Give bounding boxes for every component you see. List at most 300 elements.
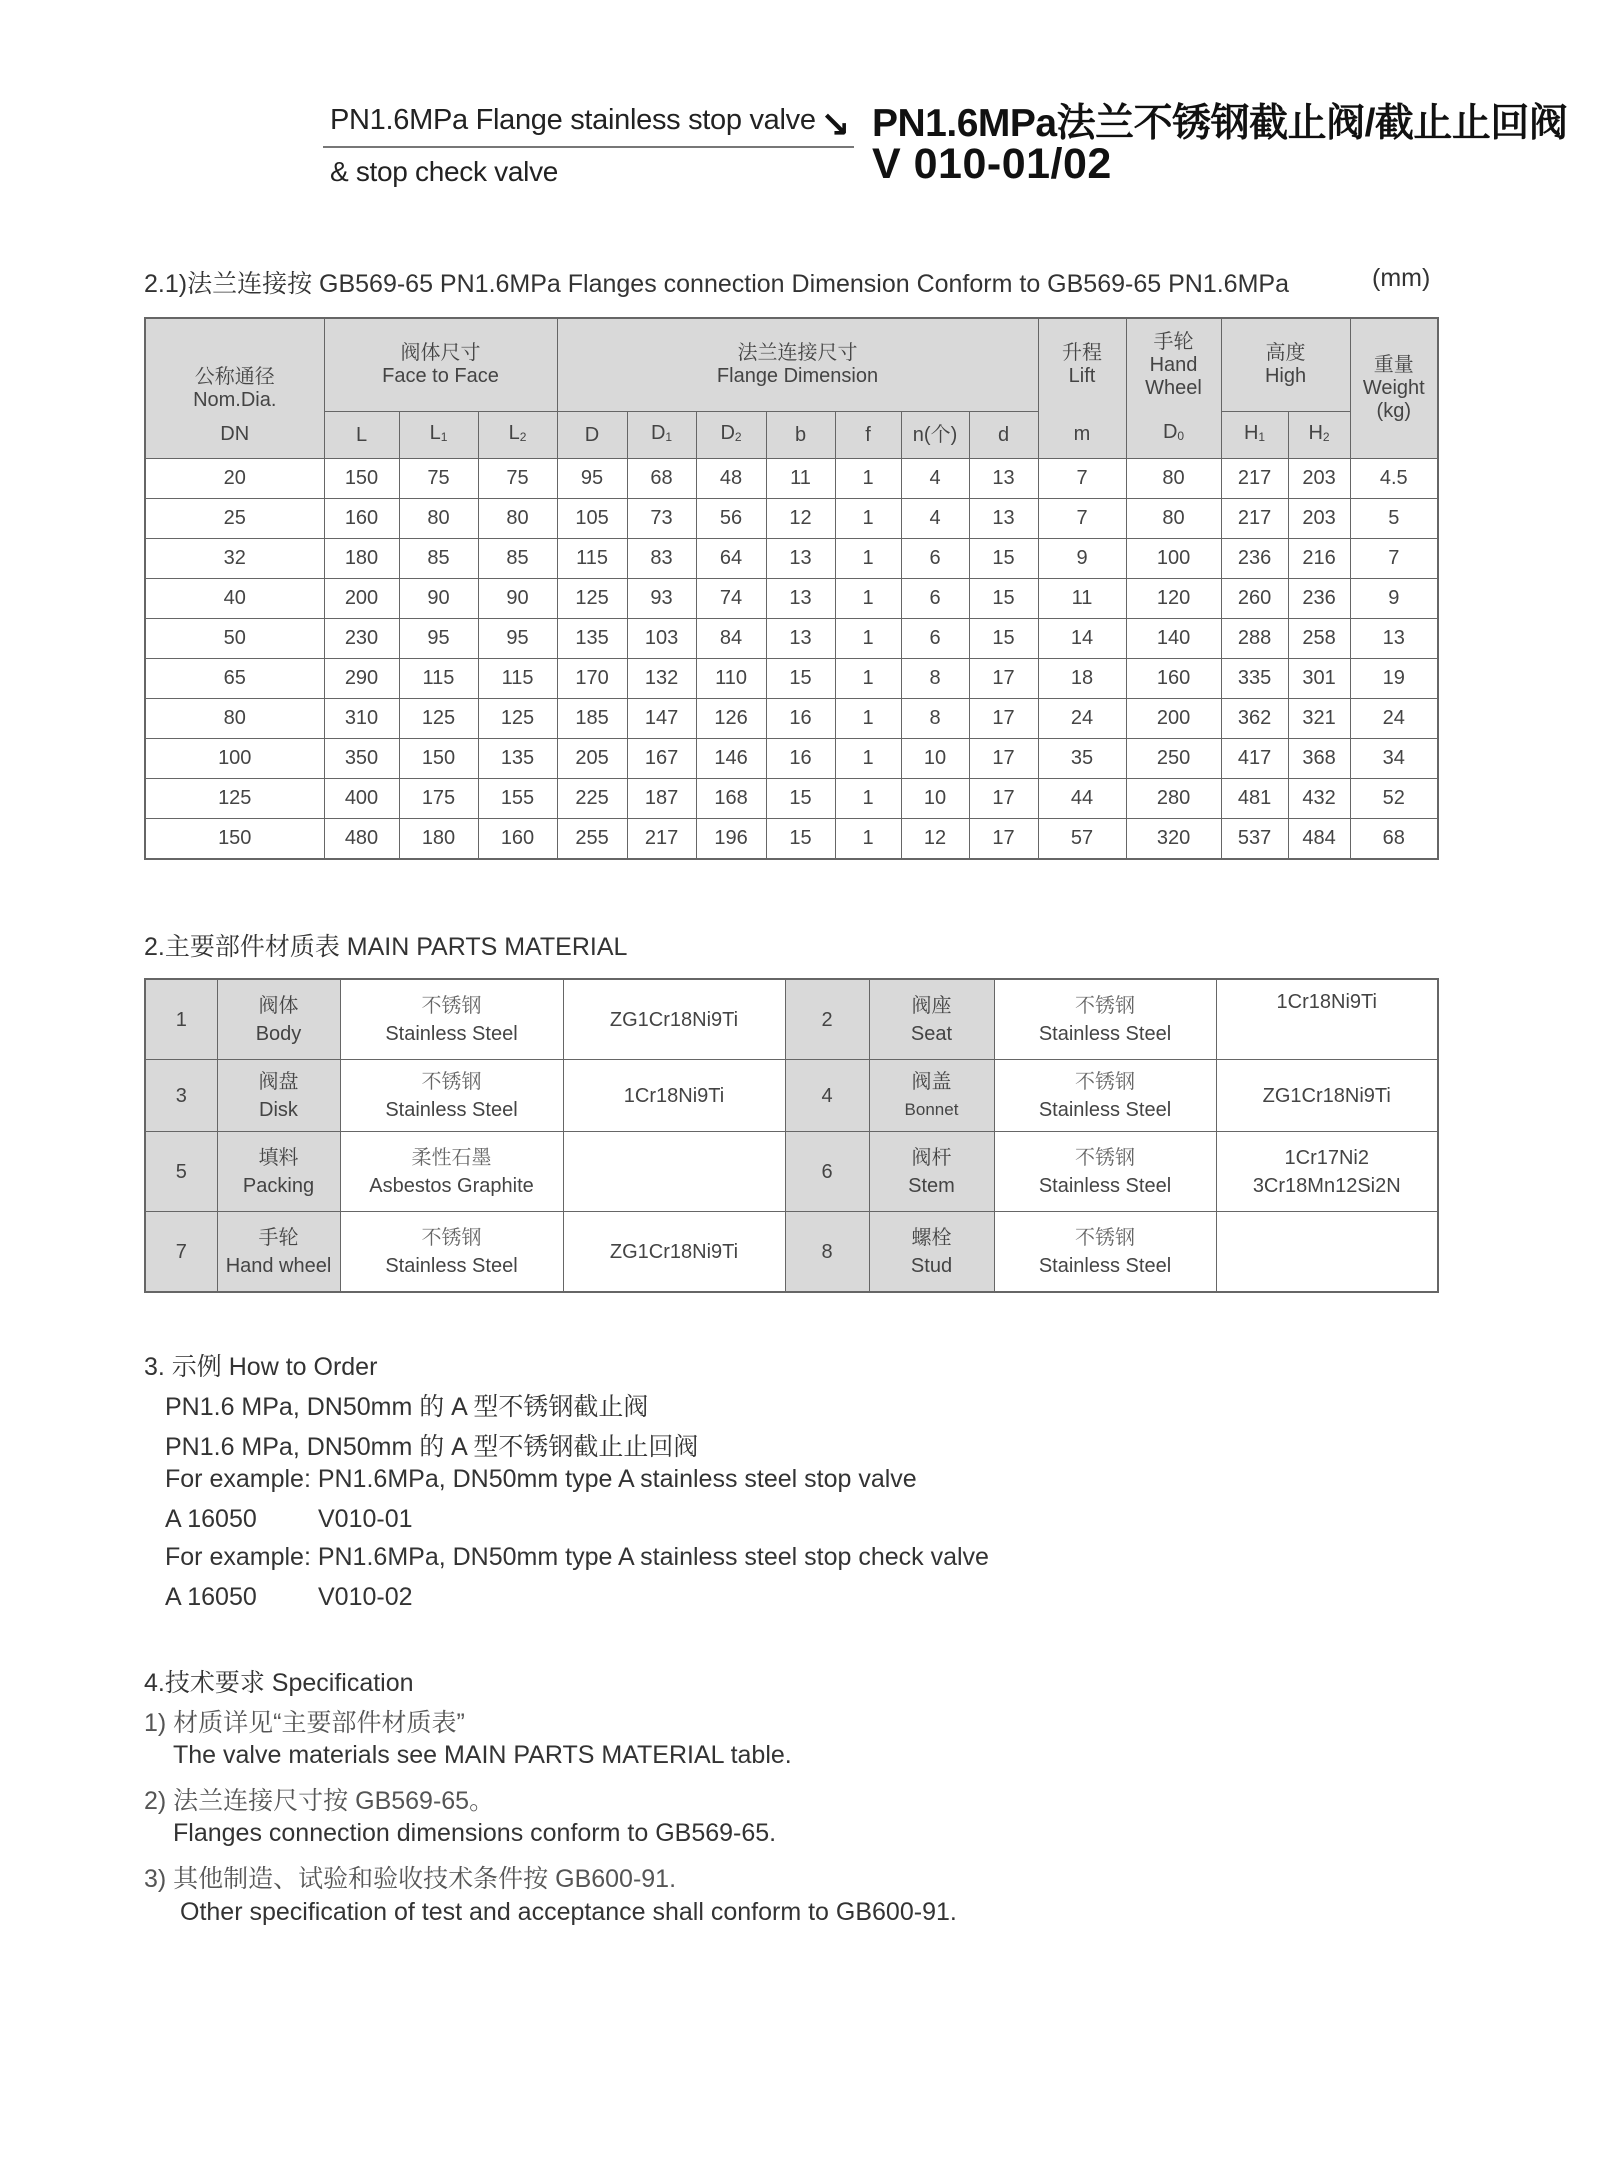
header-high [1221,318,1350,412]
cell-l: 400 [324,779,399,819]
col-b: b [766,412,835,459]
cell-d1: 132 [627,659,696,699]
spec-item-2-cn: 2) 法兰连接尺寸按 GB569-65。 [144,1787,495,1815]
material-grade [1216,1212,1438,1293]
material-name-en: Stainless Steel [385,1098,518,1121]
cell-m: 35 [1038,739,1126,779]
cell-h2: 203 [1288,459,1350,499]
cell-weight: 52 [1350,779,1438,819]
cell-h2: 216 [1288,539,1350,579]
cell-d1: 73 [627,499,696,539]
part-name-cn: 阀盖 [911,1070,952,1093]
cell-d1: 217 [627,819,696,860]
cell-d1: 68 [627,459,696,499]
header-nom-dia-cn: 公称通径 [194,365,275,388]
part-name [217,979,340,1060]
cell-m: 9 [1038,539,1126,579]
cell-d0: 160 [1126,659,1221,699]
material-grade-text: ZG1Cr18Ni9Ti [609,1240,739,1263]
cell-n: 10 [901,779,969,819]
cell-m: 14 [1038,619,1126,659]
cell-l1: 90 [399,579,478,619]
cell-d-bolt: 13 [969,459,1038,499]
cell-d0: 250 [1126,739,1221,779]
part-number: 3 [145,1060,217,1132]
cell-d2: 48 [696,459,766,499]
cell-d2: 84 [696,619,766,659]
part-number: 5 [145,1132,217,1212]
cell-h1: 362 [1221,699,1288,739]
part-name-cn: 阀座 [911,994,952,1017]
cell-d1: 167 [627,739,696,779]
header-face-en: Face to Face [382,365,499,387]
cell-m: 44 [1038,779,1126,819]
cell-n: 8 [901,659,969,699]
cell-f: 1 [835,459,901,499]
cell-d-outer: 135 [557,619,627,659]
order-model-1: A 16050 [165,1505,257,1533]
cell-m: 18 [1038,659,1126,699]
cell-d0: 200 [1126,699,1221,739]
part-number: 7 [145,1212,217,1293]
part-name-en: Seat [910,1022,953,1045]
table-row [145,579,1438,619]
cell-l1: 85 [399,539,478,579]
material-row [145,1060,1438,1132]
cell-f: 1 [835,539,901,579]
cell-n: 8 [901,699,969,739]
cell-h2: 301 [1288,659,1350,699]
part-number: 4 [785,1060,869,1132]
col-m: m [1038,412,1126,459]
cell-n: 10 [901,739,969,779]
material-row [145,979,1438,1060]
header-lift-en: Lift [1068,365,1096,388]
cell-b: 15 [766,819,835,860]
cell-dn: 20 [145,459,324,499]
col-l1 [399,412,478,459]
cell-d-outer: 170 [557,659,627,699]
cell-d-bolt: 17 [969,819,1038,860]
header-face-cn: 阀体尺寸 [400,342,481,364]
col-h2-sub: 2 [1322,429,1330,444]
cell-d-bolt: 17 [969,659,1038,699]
header-wheel-en2: Wheel [1145,376,1202,399]
col-d0 [1126,412,1221,459]
cell-d-bolt: 17 [969,699,1038,739]
cell-h2: 321 [1288,699,1350,739]
cell-d0: 80 [1126,459,1221,499]
col-l2-base: L [508,421,520,444]
spec-item-2-en: Flanges connection dimensions conform to GB569-65. [173,1819,777,1847]
material-row [145,1132,1438,1212]
part-name [217,1132,340,1212]
model-code: V 010-01/02 [872,140,1112,188]
cell-d1: 93 [627,579,696,619]
order-model-2: A 16050 [165,1583,257,1611]
cell-weight: 34 [1350,739,1438,779]
cell-h1: 288 [1221,619,1288,659]
cell-b: 15 [766,779,835,819]
cell-b: 15 [766,659,835,699]
cell-h1: 335 [1221,659,1288,699]
cell-f: 1 [835,739,901,779]
cell-weight: 5 [1350,499,1438,539]
col-d-outer: D [557,412,627,459]
material-name-en: Stainless Steel [385,1254,518,1277]
material-grade [563,1060,785,1132]
subtitle-en-line1: PN1.6MPa Flange stainless stop valve [330,104,816,136]
cell-b: 16 [766,739,835,779]
cell-dn: 150 [145,819,324,860]
material-grade [1216,1132,1438,1212]
cell-d0: 280 [1126,779,1221,819]
material-name-cn: 不锈钢 [1075,1226,1135,1249]
material-name [340,1132,563,1212]
materials-heading: 2.主要部件材质表 MAIN PARTS MATERIAL [144,933,628,961]
spec-item-3-en: Other specification of test and acceptance shall conform to GB600-91. [180,1898,957,1926]
part-number: 6 [785,1132,869,1212]
material-name [340,1212,563,1293]
cell-l1: 95 [399,619,478,659]
cell-d-bolt: 17 [969,739,1038,779]
material-row [145,1212,1438,1293]
material-grade-text-2: 3Cr18Mn12Si2N [1252,1174,1401,1197]
cell-weight: 7 [1350,539,1438,579]
table-row [145,779,1438,819]
cell-l1: 175 [399,779,478,819]
spec-item-1-cn: 1) 材质详见“主要部件材质表” [144,1709,465,1737]
material-name-cn: 不锈钢 [1075,994,1135,1017]
cell-d1: 83 [627,539,696,579]
cell-m: 7 [1038,459,1126,499]
spec-item-3-cn: 3) 其他制造、试验和验收技术条件按 GB600-91. [144,1865,677,1893]
material-name-en: Asbestos Graphite [369,1174,534,1197]
spec-heading: 4.技术要求 Specification [144,1669,414,1697]
part-name-en: Body [255,1022,302,1045]
part-name [869,979,994,1060]
cell-d-bolt: 15 [969,619,1038,659]
cell-f: 1 [835,659,901,699]
cell-h1: 236 [1221,539,1288,579]
header-hand-wheel [1126,318,1221,412]
cell-d2: 56 [696,499,766,539]
part-number: 2 [785,979,869,1060]
table-row [145,659,1438,699]
part-name-en: Disk [259,1098,298,1121]
cell-d2: 146 [696,739,766,779]
cell-weight: 9 [1350,579,1438,619]
cell-l2: 160 [478,819,557,860]
cell-d0: 80 [1126,499,1221,539]
cell-d0: 100 [1126,539,1221,579]
header-lift-cn: 升程 [1062,342,1103,365]
cell-h2: 484 [1288,819,1350,860]
header-flange-cn: 法兰连接尺寸 [737,342,858,364]
cell-f: 1 [835,619,901,659]
header-nom-dia [145,318,324,412]
order-line-en-1: For example: PN1.6MPa, DN50mm type A stainless steel stop valve [165,1465,917,1493]
material-grade-text: ZG1Cr18Ni9Ti [609,1008,739,1031]
cell-n: 4 [901,499,969,539]
col-h1-base: H [1243,421,1259,444]
part-name-cn: 螺栓 [911,1226,952,1249]
header-high-cn: 高度 [1265,342,1306,364]
cell-l2: 75 [478,459,557,499]
col-h2-base: H [1308,421,1323,444]
cell-h2: 258 [1288,619,1350,659]
part-name-en: Packing [242,1174,315,1197]
cell-weight: 19 [1350,659,1438,699]
cell-l2: 90 [478,579,557,619]
material-grade-text: 1Cr18Ni9Ti [1276,991,1377,1013]
header-weight-unit: (kg) [1376,400,1411,422]
col-n: n(个) [901,412,969,459]
cell-d-outer: 95 [557,459,627,499]
material-name [994,1060,1216,1132]
cell-d-bolt: 13 [969,499,1038,539]
cell-dn: 65 [145,659,324,699]
order-code-2: V010-02 [318,1583,413,1611]
cell-d1: 147 [627,699,696,739]
cell-n: 6 [901,579,969,619]
col-f: f [835,412,901,459]
cell-l1: 80 [399,499,478,539]
cell-dn: 80 [145,699,324,739]
part-name [869,1132,994,1212]
material-name-cn: 不锈钢 [1075,1146,1135,1169]
page-title: PN1.6MPa法兰不锈钢截止阀/截止止回阀 [872,102,1568,145]
col-h1-sub: 1 [1258,429,1266,444]
cell-l1: 75 [399,459,478,499]
cell-f: 1 [835,499,901,539]
material-name-en: Stainless Steel [1038,1098,1172,1121]
cell-n: 6 [901,619,969,659]
cell-n: 4 [901,459,969,499]
part-name [217,1212,340,1293]
header-high-en: High [1264,365,1307,387]
table-row [145,499,1438,539]
cell-b: 16 [766,699,835,739]
cell-m: 11 [1038,579,1126,619]
header-face-to-face [324,318,557,412]
cell-n: 12 [901,819,969,860]
cell-l2: 80 [478,499,557,539]
cell-d-outer: 225 [557,779,627,819]
cell-l: 230 [324,619,399,659]
material-name-cn: 柔性石墨 [411,1146,492,1169]
col-l2 [478,412,557,459]
cell-l2: 155 [478,779,557,819]
material-name [340,1060,563,1132]
col-d2 [696,412,766,459]
material-grade-text: 1Cr17Ni2 [1284,1146,1369,1169]
col-d1 [627,412,696,459]
material-grade [1216,979,1438,1060]
material-name [994,979,1216,1060]
cell-dn: 25 [145,499,324,539]
cell-b: 11 [766,459,835,499]
cell-m: 57 [1038,819,1126,860]
materials-table [144,978,1439,1293]
dimensions-table [144,317,1439,860]
cell-d-outer: 105 [557,499,627,539]
cell-d2: 168 [696,779,766,819]
table-row [145,819,1438,860]
col-l1-base: L [429,421,441,444]
material-grade [563,1212,785,1293]
cell-d-bolt: 15 [969,539,1038,579]
order-line-en-2: For example: PN1.6MPa, DN50mm type A stainless steel stop check valve [165,1543,989,1571]
col-l2-sub: 2 [519,429,527,444]
cell-weight: 13 [1350,619,1438,659]
part-name-en: Stem [908,1174,955,1197]
cell-d-outer: 185 [557,699,627,739]
cell-d2: 196 [696,819,766,860]
order-heading: 3. 示例 How to Order [144,1353,378,1381]
part-name [869,1060,994,1132]
cell-h2: 368 [1288,739,1350,779]
material-name-cn: 不锈钢 [421,1226,482,1249]
cell-d2: 64 [696,539,766,579]
cell-d-outer: 115 [557,539,627,579]
cell-dn: 125 [145,779,324,819]
cell-h1: 217 [1221,459,1288,499]
cell-f: 1 [835,779,901,819]
cell-h1: 417 [1221,739,1288,779]
table-row [145,459,1438,499]
cell-d-outer: 255 [557,819,627,860]
cell-l1: 125 [399,699,478,739]
cell-l: 160 [324,499,399,539]
col-d-bolt: d [969,412,1038,459]
material-name-cn: 不锈钢 [421,994,482,1017]
cell-d-bolt: 17 [969,779,1038,819]
col-d1-base: D [650,421,666,444]
header-nom-dia-en: Nom.Dia. [193,388,277,411]
table-row [145,699,1438,739]
cell-weight: 68 [1350,819,1438,860]
cell-h2: 236 [1288,579,1350,619]
part-name [217,1060,340,1132]
col-d0-sub: 0 [1177,429,1185,444]
col-h2 [1288,412,1350,459]
material-grade-text: ZG1Cr18Ni9Ti [1262,1084,1391,1107]
cell-m: 7 [1038,499,1126,539]
cell-h2: 432 [1288,779,1350,819]
material-name-en: Stainless Steel [1038,1254,1172,1277]
part-name-cn: 填料 [258,1146,299,1169]
cell-h1: 260 [1221,579,1288,619]
cell-h2: 203 [1288,499,1350,539]
col-l: L [324,412,399,459]
part-name-en: Stud [910,1254,953,1277]
part-number: 1 [145,979,217,1060]
part-name-cn: 阀杆 [911,1146,952,1169]
col-d2-base: D [720,421,735,444]
col-dn: DN [145,412,324,459]
table-row [145,739,1438,779]
cell-weight: 24 [1350,699,1438,739]
material-name [994,1212,1216,1293]
cell-f: 1 [835,699,901,739]
table-row [145,619,1438,659]
cell-dn: 50 [145,619,324,659]
dimensions-heading: 2.1)法兰连接按 GB569-65 PN1.6MPa Flanges connection Dimension Conform to GB569-65 PN1.6MPa [144,270,1289,298]
part-name-en: Bonnet [904,1099,959,1119]
cell-n: 6 [901,539,969,579]
cell-l2: 115 [478,659,557,699]
material-grade [1216,1060,1438,1132]
cell-l: 350 [324,739,399,779]
cell-l2: 85 [478,539,557,579]
cell-h1: 217 [1221,499,1288,539]
cell-b: 13 [766,539,835,579]
cell-dn: 100 [145,739,324,779]
col-l1-sub: 1 [440,429,448,444]
header-wheel-en1: Hand [1149,353,1198,376]
material-name-cn: 不锈钢 [421,1070,482,1093]
part-name-cn: 手轮 [258,1226,299,1249]
cell-d0: 120 [1126,579,1221,619]
cell-l2: 125 [478,699,557,739]
material-grade-text: 1Cr18Ni9Ti [623,1084,725,1107]
cell-dn: 32 [145,539,324,579]
subtitle-en-line2: & stop check valve [330,156,559,187]
cell-l: 480 [324,819,399,860]
cell-h1: 481 [1221,779,1288,819]
material-name [340,979,563,1060]
cell-dn: 40 [145,579,324,619]
part-name-cn: 阀体 [258,994,299,1017]
cell-d2: 126 [696,699,766,739]
order-code-1: V010-01 [318,1505,413,1533]
material-name-en: Stainless Steel [1038,1022,1172,1045]
material-name-en: Stainless Steel [385,1022,518,1045]
cell-b: 13 [766,619,835,659]
header-divider [323,146,854,148]
order-line-cn-2: PN1.6 MPa, DN50mm 的 A 型不锈钢截止止回阀 [165,1433,699,1461]
part-name-cn: 阀盘 [258,1070,299,1093]
cell-f: 1 [835,819,901,860]
cell-d-bolt: 15 [969,579,1038,619]
header-weight-en: Weight [1362,377,1425,399]
cell-l: 310 [324,699,399,739]
cell-f: 1 [835,579,901,619]
cell-l2: 135 [478,739,557,779]
col-d2-sub: 2 [734,429,742,444]
cell-l2: 95 [478,619,557,659]
cell-d2: 110 [696,659,766,699]
material-name [994,1132,1216,1212]
cell-h1: 537 [1221,819,1288,860]
part-name [869,1212,994,1293]
material-grade [563,979,785,1060]
spec-item-1-en: The valve materials see MAIN PARTS MATERIAL table. [173,1741,792,1769]
col-h1 [1221,412,1288,459]
order-line-cn-1: PN1.6 MPa, DN50mm 的 A 型不锈钢截止阀 [165,1393,649,1421]
cell-d-outer: 205 [557,739,627,779]
cell-b: 13 [766,579,835,619]
header-wheel-cn: 手轮 [1153,330,1194,353]
header-weight [1350,318,1438,459]
table-row [145,539,1438,579]
cell-weight: 4.5 [1350,459,1438,499]
col-d1-sub: 1 [665,429,673,444]
col-d0-base: D [1162,421,1178,444]
arrow-down-right-icon: ↘ [820,104,851,145]
cell-d1: 103 [627,619,696,659]
